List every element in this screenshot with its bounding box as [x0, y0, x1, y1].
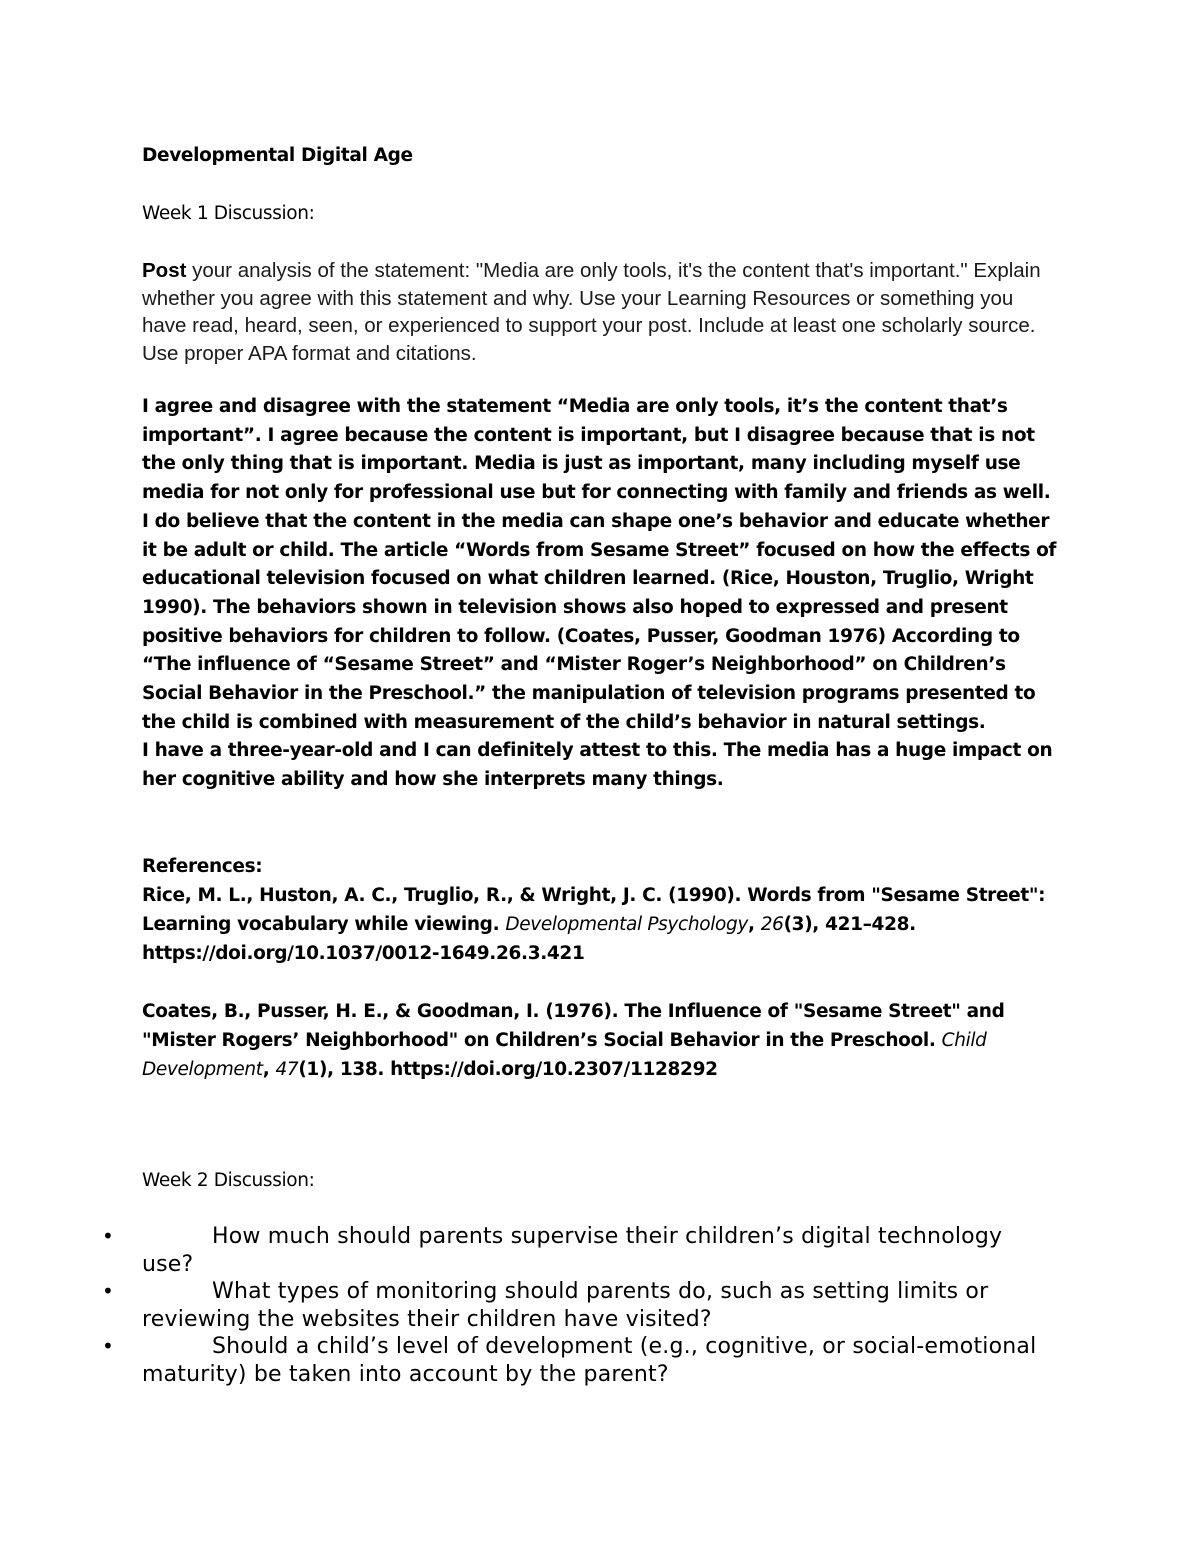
reference-2 — [142, 997, 1062, 1084]
question-text: What types of monitoring should parents do, such as setting limits or reviewing the websites their children have visited? — [142, 1279, 989, 1332]
reference-1-volume: 26 — [760, 914, 784, 935]
reference-gap — [142, 968, 1062, 997]
answer-paragraph-2: I have a three-year-old and I can definitely attest to this. The media has a huge impact on her cognitive ability and how she interprets many things. — [142, 740, 1053, 791]
reference-2-pages-doi: (1), 138. https://doi.org/10.2307/1128292 — [298, 1059, 718, 1080]
prompt-bold-word: Post — [142, 259, 187, 282]
reference-2-separator: , — [262, 1059, 276, 1080]
reference-1-text: Rice, M. L., Huston, A. C., Truglio, R., & Wright, J. C. (1990). Words from "Sesame Street": Learning vocabulary while viewing. — [142, 885, 1046, 935]
list-item — [102, 1278, 1052, 1333]
bullet-icon: • — [102, 1279, 114, 1303]
reference-2-volume: 47 — [275, 1059, 299, 1080]
reference-2-journal: Child Development — [142, 1030, 987, 1080]
references-section — [142, 852, 1062, 1084]
bullet-icon: • — [102, 1224, 114, 1248]
reference-1-journal: Developmental Psychology — [505, 914, 748, 935]
question-text: Should a child’s level of development (e.g., cognitive, or social-emotional maturity) be taken into account by the parent? — [142, 1334, 1037, 1387]
week2-question-list — [102, 1223, 1052, 1388]
question-text: How much should parents supervise their children’s digital technology use? — [142, 1224, 1003, 1277]
reference-1-separator: , — [747, 914, 761, 935]
answer-paragraph-1: I agree and disagree with the statement “Media are only tools, it’s the content that’s important”. I agree because the content is important, but I disagree because that is not the only thing that is important. Media is just as important, many including myself use media for not only for professional use but for connecting with family and friends as well. I do believe that the content in the media can shape one’s behavior and educate whether it be adult or child. The article “Words from Sesame Street” focused on how the effects of educational television focused on what children learned. (Rice, Houston, Truglio, Wright 1990). The behaviors shown in television shows also hoped to expressed and present positive behaviors for children to follow. (Coates, Pusser, Goodman 1976) According to “The influence of “Sesame Street” and “Mister Roger’s Neighborhood” on Children’s Social Behavior in the Preschool.” the manipulation of television programs presented to the child is combined with measurement of the child’s behavior in natural settings. — [142, 396, 1057, 733]
bullet-icon: • — [102, 1334, 114, 1358]
reference-1-pages-doi: (3), 421–428. https://doi.org/10.1037/0012-1649.26.3.421 — [142, 914, 916, 964]
prompt-text: your analysis of the statement: "Media are only tools, it's the content that's important." Explain whether you agree with this statement and why. Use your Learning Resources or something you have read, heard, seen, or experienced to support your post. Include at least one scholarly source. Use proper APA format and citations. — [142, 259, 1041, 365]
list-item — [102, 1333, 1052, 1388]
references-heading: References: — [142, 856, 263, 877]
document-title: Developmental Digital Age — [142, 145, 413, 166]
week1-answer — [142, 393, 1062, 795]
reference-1 — [142, 881, 1062, 968]
list-item — [102, 1223, 1052, 1278]
week1-heading: Week 1 Discussion: — [142, 203, 315, 224]
week2-heading: Week 2 Discussion: — [142, 1170, 315, 1191]
reference-2-text: Coates, B., Pusser, H. E., & Goodman, I. (1976). The Influence of "Sesame Street" and "Mister Rogers’ Neighborhood" on Children’s Social Behavior in the Preschool. — [142, 1001, 1005, 1051]
week1-prompt — [142, 257, 1042, 367]
